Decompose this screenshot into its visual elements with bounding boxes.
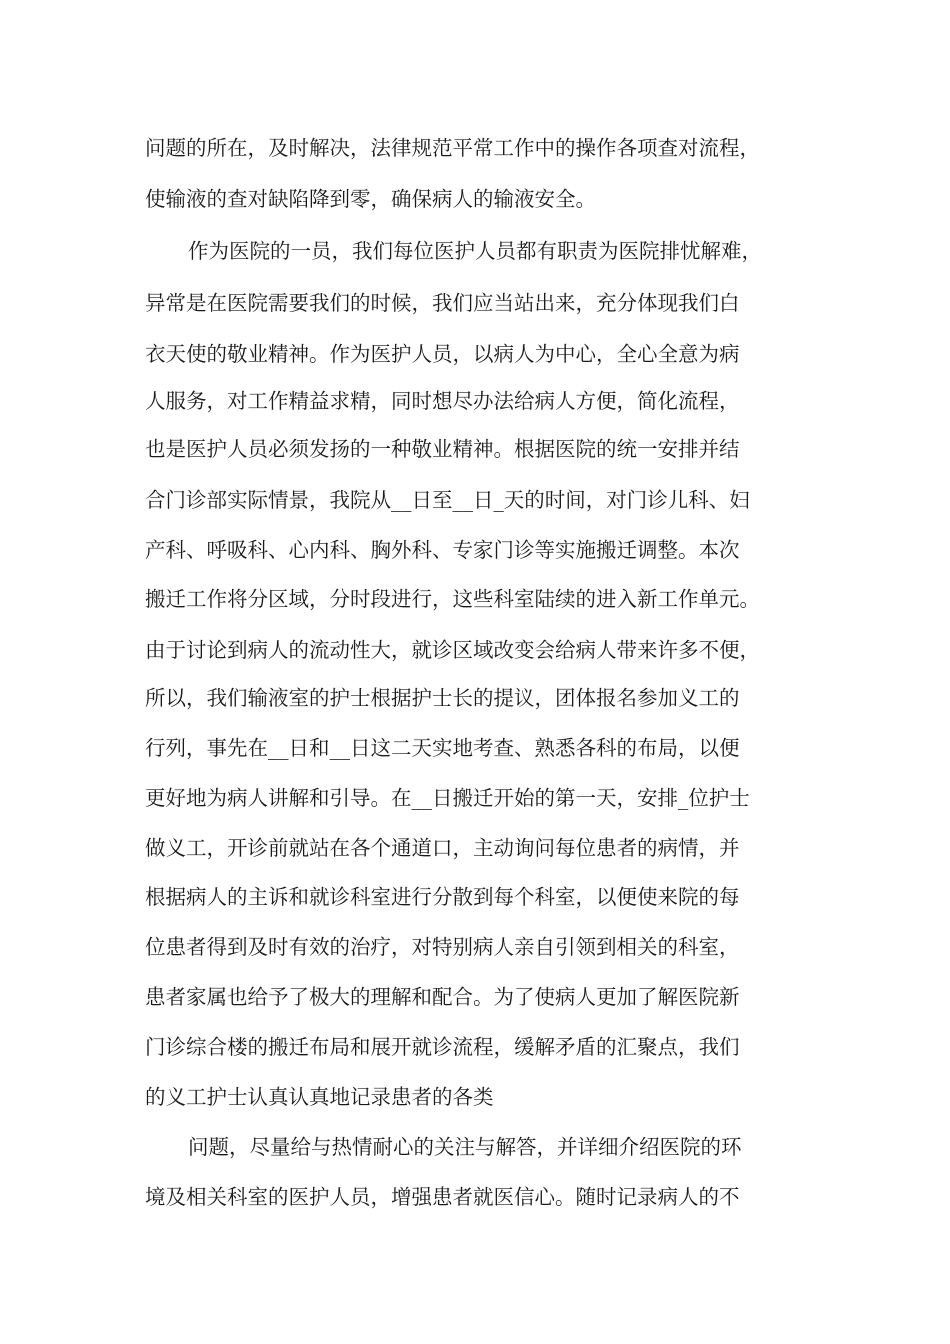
text-line: 所以，我们输液室的护士根据护士长的提议，团体报名参加义工的 <box>145 686 740 710</box>
text-line: 的义工护士认真认真地记录患者的各类 <box>145 1085 494 1109</box>
text-line: 行列，事先在__日和__日这二天实地考查、熟悉各科的布局，以便 <box>145 736 740 760</box>
text-line: 也是医护人员必须发扬的一种敬业精神。根据医院的统一安排并结 <box>145 437 740 461</box>
text-line: 异常是在医院需要我们的时候，我们应当站出来，充分体现我们白 <box>145 291 740 315</box>
text-line: 人服务，对工作精益求精，同时想尽办法给病人方便，简化流程， <box>145 389 740 413</box>
text-line: 衣天使的敬业精神。作为医护人员，以病人为中心，全心全意为病 <box>145 342 740 366</box>
text-line: 产科、呼吸科、心内科、胸外科、专家门诊等实施搬迁调整。本次 <box>145 538 740 562</box>
text-line: 由于讨论到病人的流动性大，就诊区域改变会给病人带来许多不便， <box>145 638 760 662</box>
text-line: 患者家属也给予了极大的理解和配合。为了使病人更加了解医院新 <box>145 985 740 1009</box>
text-line: 门诊综合楼的搬迁布局和展开就诊流程，缓解矛盾的汇聚点，我们 <box>145 1035 740 1059</box>
text-line: 根据病人的主诉和就诊科室进行分散到每个科室，以便使来院的每 <box>145 885 740 909</box>
text-line: 问题的所在，及时解决，法律规范平常工作中的操作各项查对流程， <box>145 136 760 160</box>
text-line: 合门诊部实际情景，我院从__日至__日_天的时间，对门诊儿科、妇 <box>145 488 750 512</box>
text-line: 境及相关科室的医护人员，增强患者就医信心。随时记录病人的不 <box>145 1185 740 1209</box>
text-line: 位患者得到及时有效的治疗，对特别病人亲自引领到相关的科室， <box>145 935 740 959</box>
text-line: 做义工，开诊前就站在各个通道口，主动询问每位患者的病情，并 <box>145 836 740 860</box>
text-line: 更好地为病人讲解和引导。在__日搬迁开始的第一天，安排_位护士 <box>145 786 750 810</box>
text-line: 使输液的查对缺陷降到零，确保病人的输液安全。 <box>145 187 596 211</box>
paragraph-first-line: 问题，尽量给与热情耐心的关注与解答，并详细介绍医院的环 <box>188 1135 742 1159</box>
paragraph-first-line: 作为医院的一员，我们每位医护人员都有职责为医院排忧解难， <box>188 239 762 263</box>
text-line: 搬迁工作将分区域，分时段进行，这些科室陆续的进入新工作单元。 <box>145 587 760 611</box>
